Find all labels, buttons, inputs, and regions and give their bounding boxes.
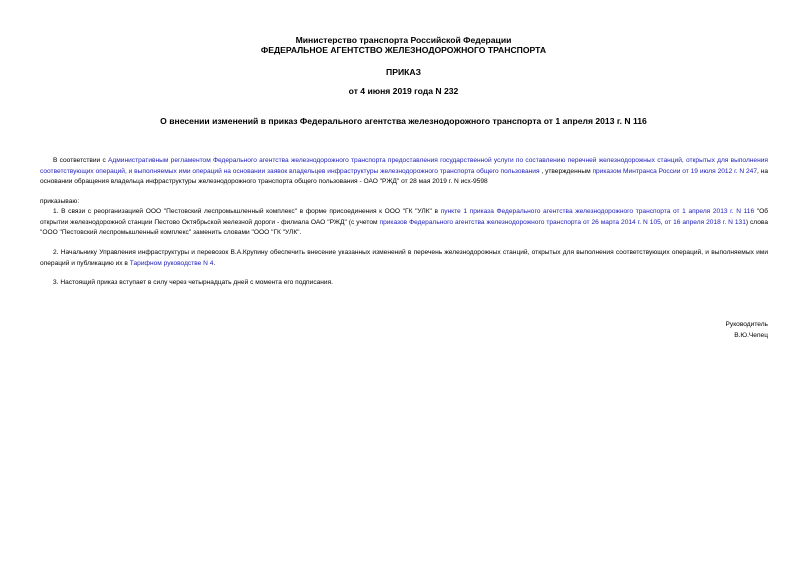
date-number-heading: от 4 июня 2019 года N 232 bbox=[348, 86, 459, 96]
signature-position: Руководитель bbox=[725, 321, 768, 328]
item-3-text-1: 3. Настоящий приказ вступает в силу через четырнадцать дней с момента его подписания. bbox=[53, 279, 334, 286]
link-order-131[interactable]: от 16 апреля 2018 г. N 131 bbox=[664, 218, 746, 226]
item-1-text-3: , bbox=[660, 218, 665, 226]
link-admin-regulation[interactable]: Административным регламентом Федерального агентства железнодорожного транспорта предоставления государственной услуги по составлению перечней железнодорожных станций, открытых для выполнения соответствующих операций, и выполняемых ими операций на основании заявок владельцев инфраструктуры железнодорожного транспорта общего пользования bbox=[40, 157, 768, 175]
link-order-105[interactable]: приказов Федерального агентства железнодорожного транспорта от 26 марта 2014 г. N 105 bbox=[379, 218, 661, 226]
link-tariff-guide-4[interactable]: Тарифном руководстве N 4 bbox=[129, 259, 214, 267]
preamble-text-3: , на основании обращения владельца инфраструктуры железнодорожного транспорта общего пользования - ОАО "РЖД" от 28 мая 2019 г. N исх-9598 bbox=[40, 167, 768, 185]
link-mintrans-order[interactable]: приказом Минтранса России от 19 июля 2012 г. N 247 bbox=[592, 167, 757, 175]
item-2-text-1: 2. Начальнику Управления инфраструктуры и перевозок В.А.Крупину обеспечить внесение указанных изменений в перечень железнодорожных станций, открытых для выполнения соответствующих операций, и выполняемых ими операций и публикацию их в bbox=[40, 249, 768, 267]
link-order-116-point-1[interactable]: пункте 1 приказа Федерального агентства железнодорожного транспорта от 1 апреля 2013 г. N 116 bbox=[440, 208, 755, 215]
order-word: приказываю: bbox=[40, 198, 80, 205]
agency-heading: ФЕДЕРАЛЬНОЕ АГЕНТСТВО ЖЕЛЕЗНОДОРОЖНОГО ТРАНСПОРТА bbox=[260, 45, 547, 55]
item-1-text-4: ) слова "ООО "Пестовский леспромышленный комплекс" заменить словами "ООО "ГК "УЛК". bbox=[40, 218, 768, 236]
preamble-text-2: , утвержденным bbox=[539, 167, 593, 175]
doc-type-heading: ПРИКАЗ bbox=[386, 67, 421, 77]
item-2-text-2: . bbox=[213, 259, 216, 267]
item-1-paragraph bbox=[40, 207, 768, 239]
item-1-text-2: "Об открытии железнодорожной станции Пестово Октябрьской железной дороги - филиала ОАО "РЖД" (с учетом bbox=[40, 208, 768, 226]
item-1-text-1: 1. В связи с реорганизацией ООО "Пестовский леспромышленный комплекс" в форме присоединения к ООО "ГК "УЛК" в bbox=[53, 208, 441, 215]
item-2-paragraph bbox=[40, 248, 768, 269]
signature-name: В.Ю.Чепец bbox=[734, 332, 768, 339]
preamble-text-1: В соответствии с bbox=[53, 157, 108, 164]
ministry-heading: Министерство транспорта Российской Федерации bbox=[295, 35, 512, 45]
item-3-paragraph bbox=[40, 278, 768, 289]
document-title: О внесении изменений в приказ Федерального агентства железнодорожного транспорта от 1 апреля 2013 г. N 116 bbox=[160, 116, 647, 126]
preamble-paragraph bbox=[40, 156, 768, 188]
